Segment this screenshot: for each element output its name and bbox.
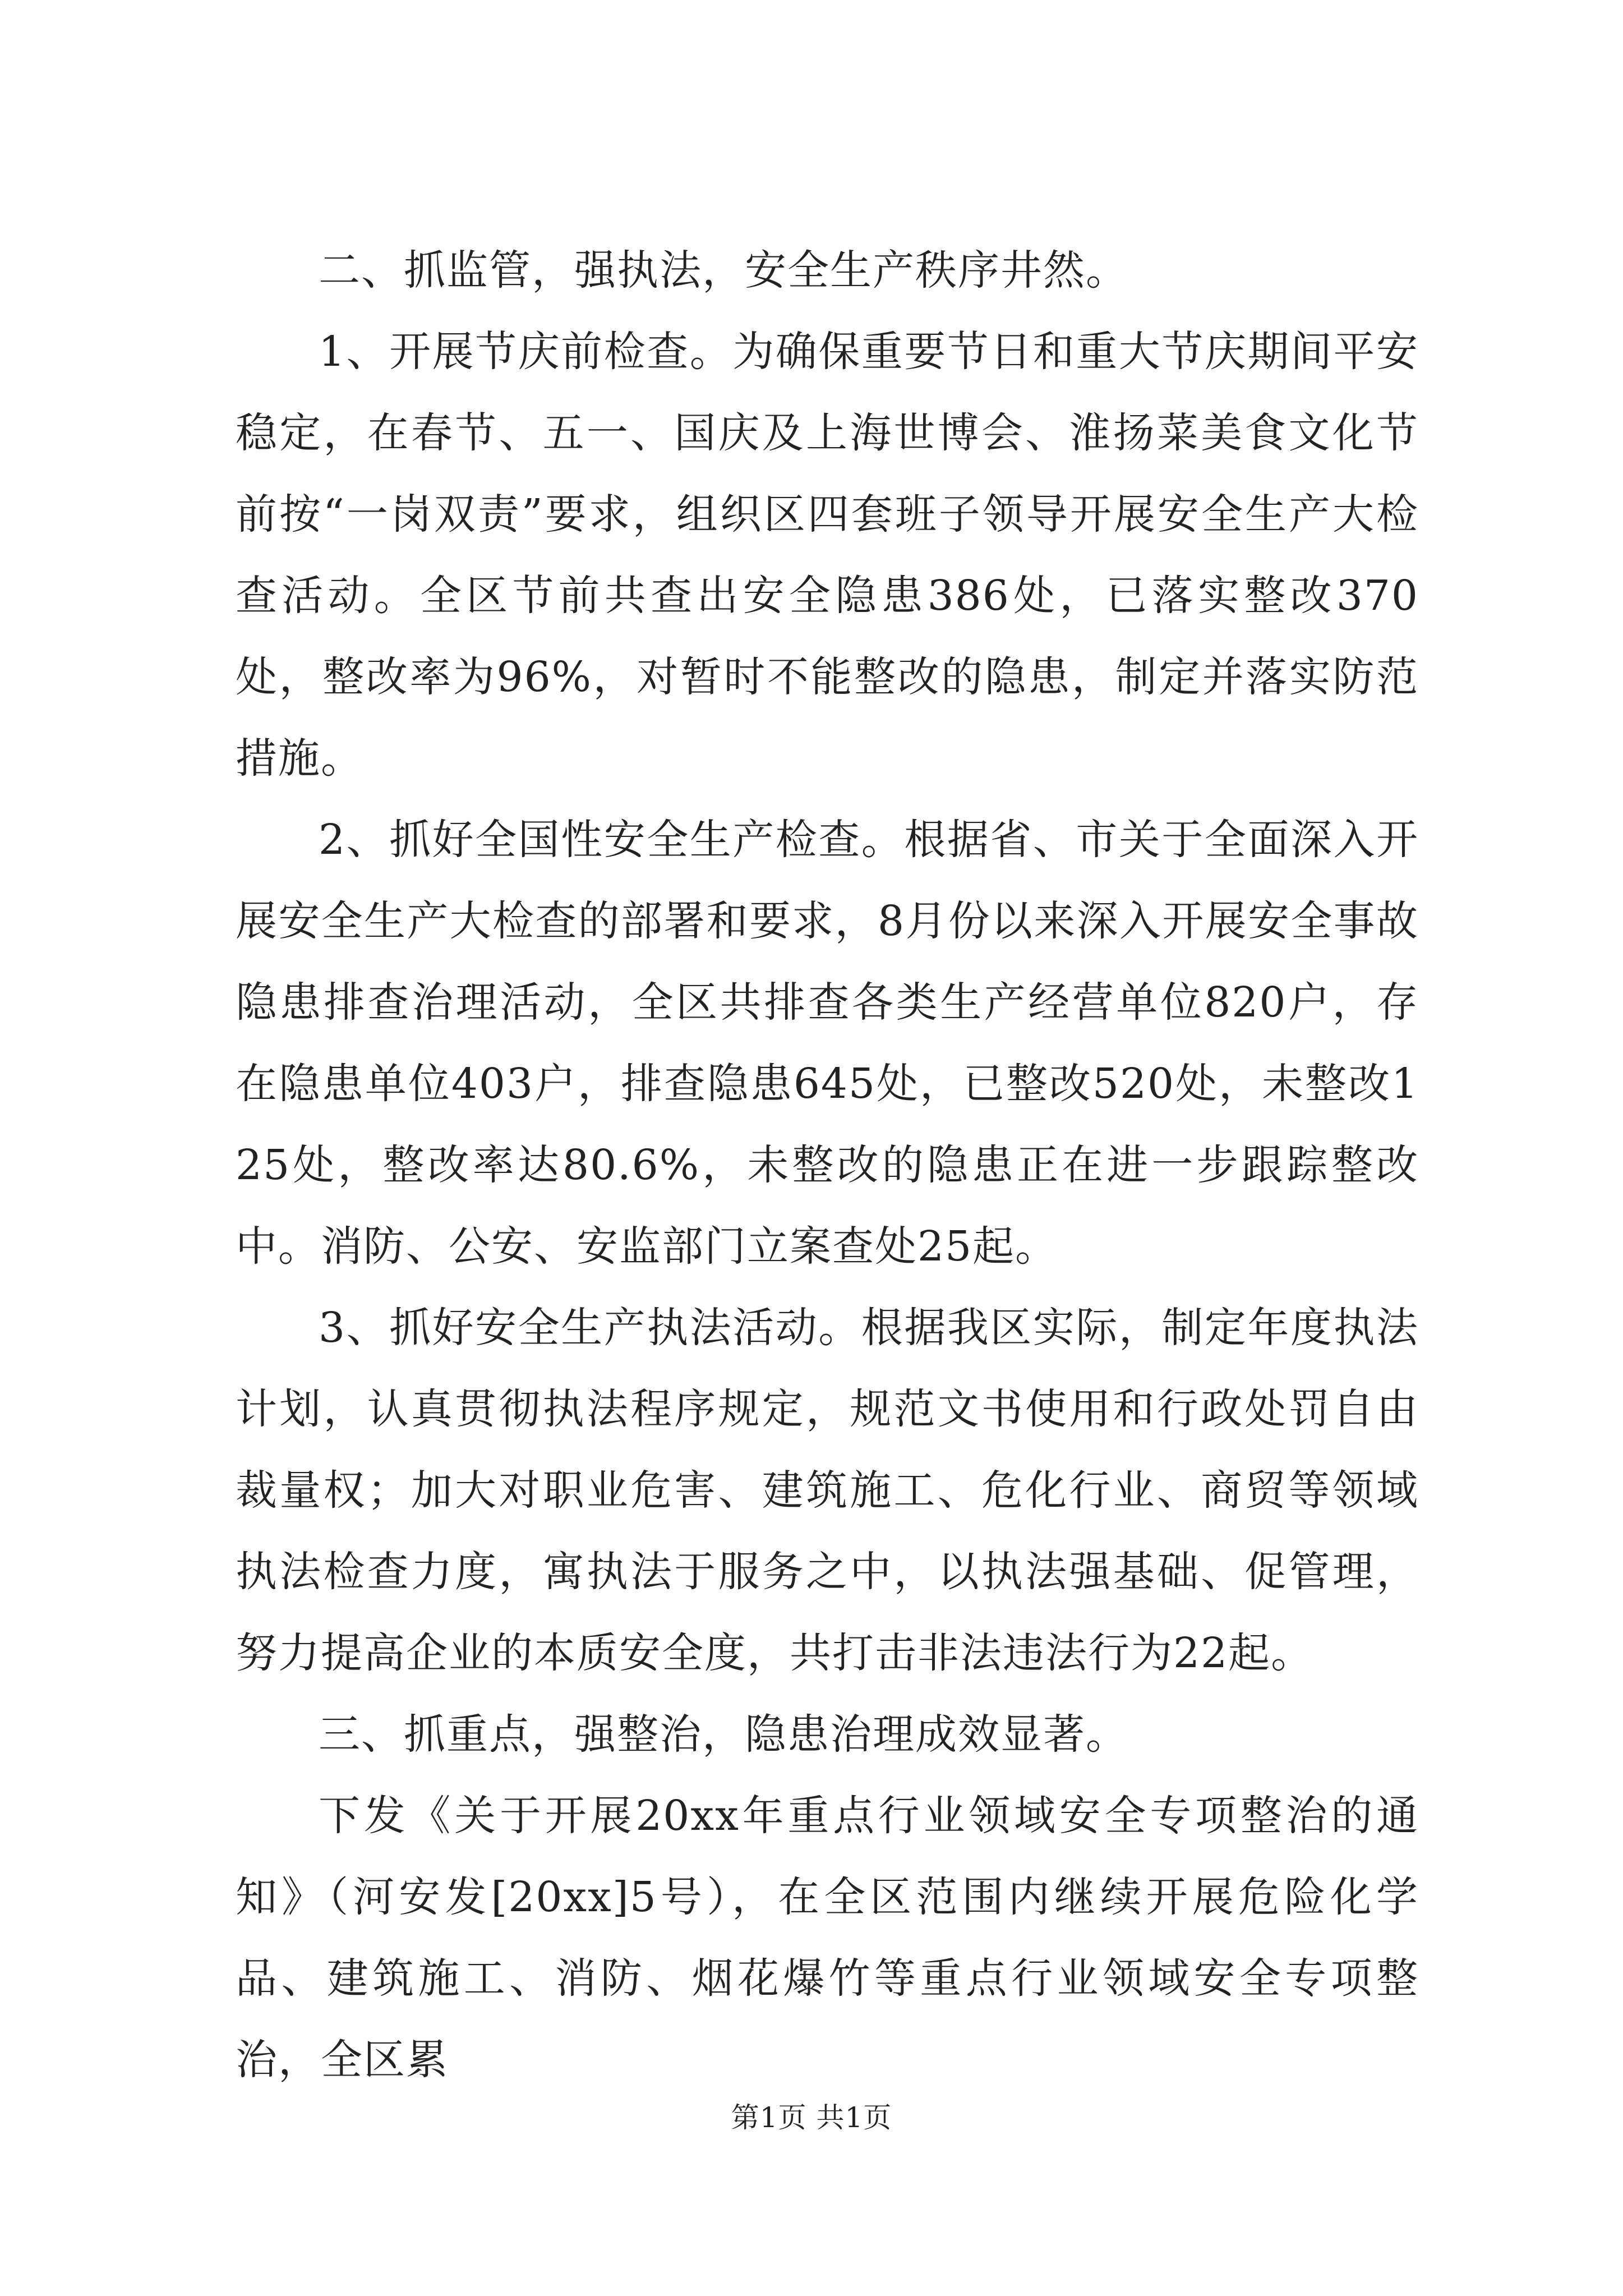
paragraph-holiday-inspection: 1、开展节庆前检查。为确保重要节日和重大节庆期间平安稳定，在春节、五一、国庆及上海世博会、淮扬菜美食文化节前按“一岗双责”要求，组织区四套班子领导开展安全生产大检查活动。全区节前共查出安全隐患386处，已落实整改370处，整改率为96%，对暂时不能整改的隐患，制定并落实防范措施。 xyxy=(236,328,1419,783)
section-heading-3: 三、抓重点，强整治，隐患治理成效显著。 xyxy=(319,1710,1128,1759)
paragraph-law-enforcement: 3、抓好安全生产执法活动。根据我区实际，制定年度执法计划，认真贯彻执法程序规定，规范文书使用和行政处罚自由裁量权；加大对职业危害、建筑施工、危化行业、商贸等领域执法检查力度，寓执法于服务之中，以执法强基础、促管理，努力提高企业的本质安全度，共打击非法违法行为22起。 xyxy=(236,1304,1419,1677)
paragraph-national-inspection: 2、抓好全国性安全生产检查。根据省、市关于全面深入开展安全生产大检查的部署和要求，8月份以来深入开展安全事故隐患排查治理活动，全区共排查各类生产经营单位820户，存在隐患单位403户，排查隐患645处，已整改520处，未整改125处，整改率达80.6%，未整改的隐患正在进一步跟踪整改中。消防、公安、安监部门立案查处25起。 xyxy=(236,816,1419,1271)
section-heading-2: 二、抓监管，强执法，安全生产秩序井然。 xyxy=(319,246,1128,295)
paragraph-special-rectification: 下发《关于开展20xx年重点行业领域安全专项整治的通知》（河安发[20xx]5号），在全区范围内继续开展危险化学品、建筑施工、消防、烟花爆竹等重点行业领域安全专项整治，全区累 xyxy=(236,1792,1419,2084)
page-footer: 第1页 共1页 xyxy=(731,2101,892,2134)
document-body xyxy=(236,230,1419,2101)
